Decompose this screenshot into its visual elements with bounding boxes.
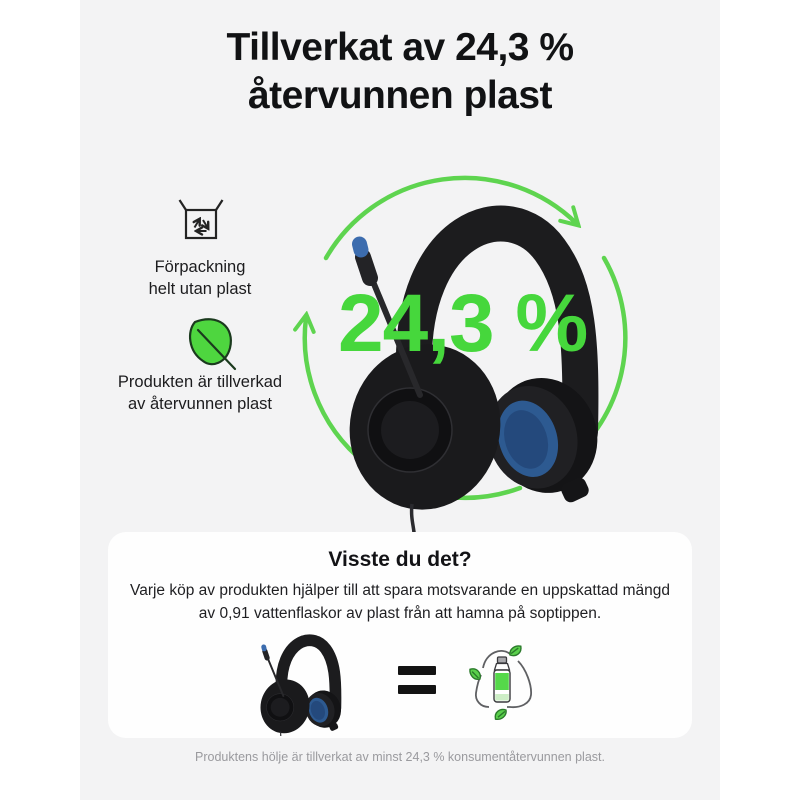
title-line-2: återvunnen plast [247,73,553,117]
feature-recycled-line1: Produkten är tillverkad [117,373,283,391]
headset-product-image [334,224,612,552]
open-box-recycle-icon [177,196,225,250]
feature-packaging-line2: helt utan plast [148,279,252,298]
equals-sign [398,666,436,704]
percentage-label: 24,3 % [338,278,588,369]
info-card-body: Varje köp av produkten hjälper till att spara motsvarande en uppskattad mängd av 0,91 vattenflaskor av plast från att hamna på soptippen. [130,582,670,622]
card-headset-image [254,630,342,736]
headset-small-image [254,630,342,736]
info-card-title: Visste du det? [328,548,472,571]
title-line-1: Tillverkat av 24,3 % [226,26,574,69]
feature-packaging-label [90,257,310,301]
feature-recycled-line2: av återvunnen plast [127,394,272,413]
page-title [80,24,720,119]
info-card [108,532,692,738]
bottle-recycling-icon [450,636,554,732]
footer-note: Produktens hölje är tillverkat av minst 24,3 % konsumentåtervunnen plast. [195,750,605,764]
feature-packaging-line1: Förpackning [154,258,246,276]
leaf-icon [178,315,242,377]
water-bottle-icon [494,657,510,702]
